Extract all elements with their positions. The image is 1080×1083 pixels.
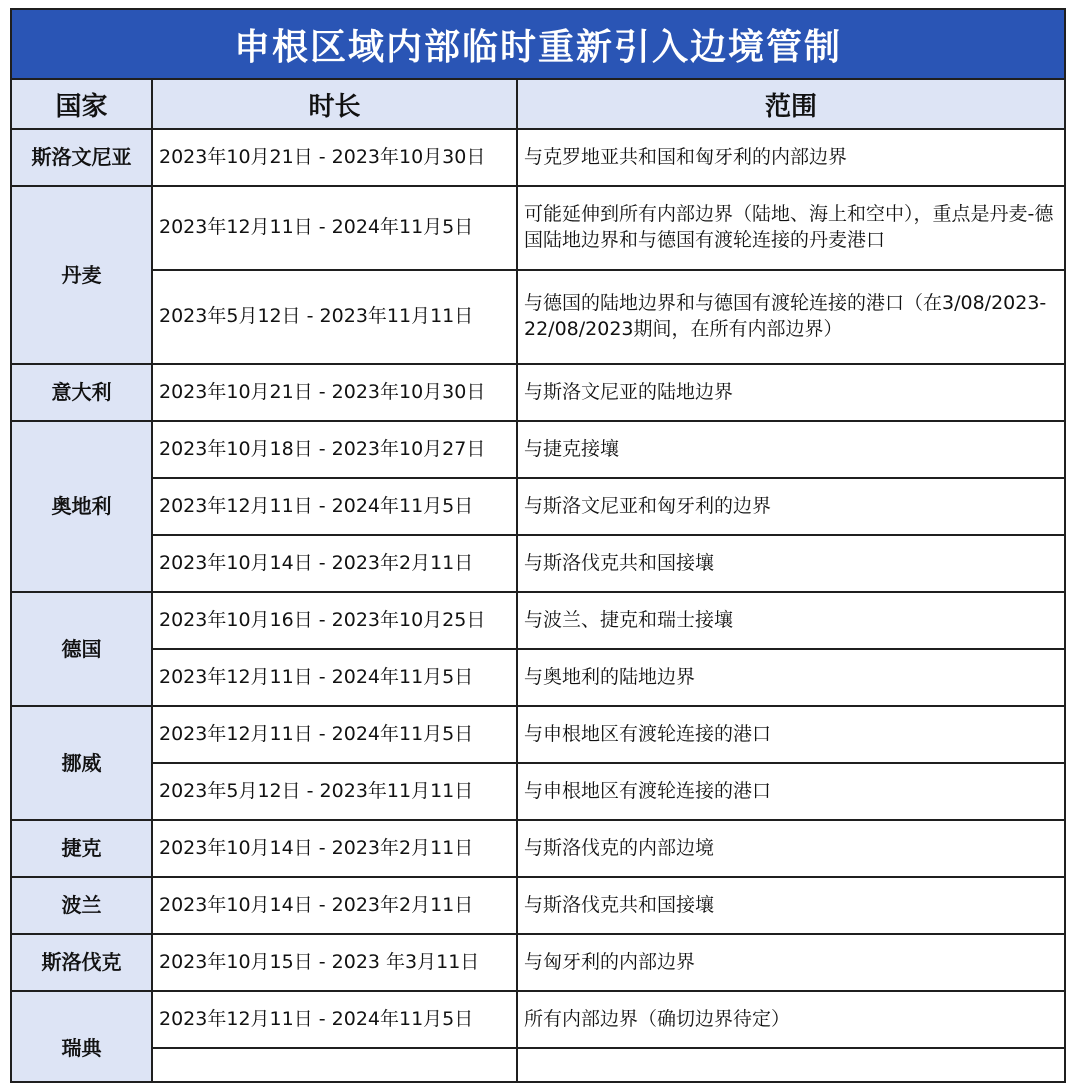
scope-cell: 与斯洛伐克共和国接壤 [517, 535, 1064, 592]
country-cell: 捷克 [12, 820, 152, 877]
table-title: 申根区域内部临时重新引入边境管制 [12, 10, 1064, 80]
duration-cell: 2023年10月21日 - 2023年10月30日 [152, 364, 517, 421]
table-row [12, 478, 1064, 535]
duration-cell: 2023年12月11日 - 2024年11月5日 [152, 186, 517, 270]
duration-cell: 2023年10月18日 - 2023年10月27日 [152, 421, 517, 478]
country-cell: 波兰 [12, 877, 152, 934]
border-control-table-frame [10, 8, 1066, 1083]
table-row [12, 934, 1064, 991]
table-row [12, 991, 1064, 1048]
header-scope: 范围 [517, 80, 1064, 129]
table-row [12, 535, 1064, 592]
table-row [12, 186, 1064, 270]
table-row [12, 129, 1064, 186]
scope-cell: 所有内部边界（确切边界待定） [517, 991, 1064, 1048]
country-cell: 丹麦 [12, 186, 152, 364]
table-row [12, 270, 1064, 364]
scope-cell: 与斯洛伐克的内部边境 [517, 820, 1064, 877]
country-cell: 奥地利 [12, 421, 152, 592]
table-row [12, 649, 1064, 706]
table-row [12, 421, 1064, 478]
duration-cell: 2023年5月12日 - 2023年11月11日 [152, 763, 517, 820]
scope-cell: 与奥地利的陆地边界 [517, 649, 1064, 706]
scope-cell: 与捷克接壤 [517, 421, 1064, 478]
header-country: 国家 [12, 80, 152, 129]
scope-cell: 与匈牙利的内部边界 [517, 934, 1064, 991]
duration-cell: 2023年12月11日 - 2024年11月5日 [152, 706, 517, 763]
duration-cell: 2023年5月12日 - 2023年11月11日 [152, 270, 517, 364]
scope-cell: 与斯洛文尼亚和匈牙利的边界 [517, 478, 1064, 535]
country-cell: 斯洛伐克 [12, 934, 152, 991]
table-row [12, 763, 1064, 820]
duration-cell: 2023年12月11日 - 2024年11月5日 [152, 478, 517, 535]
duration-cell: 2023年12月11日 - 2024年11月5日 [152, 649, 517, 706]
duration-cell: 2023年10月14日 - 2023年2月11日 [152, 820, 517, 877]
scope-cell: 与斯洛伐克共和国接壤 [517, 877, 1064, 934]
duration-cell: 2023年12月11日 - 2024年11月5日 [152, 991, 517, 1048]
table-row [12, 706, 1064, 763]
duration-cell: 2023年10月14日 - 2023年2月11日 [152, 535, 517, 592]
scope-cell: 与德国的陆地边界和与德国有渡轮连接的港口（在3/08/2023-22/08/2023期间，在所有内部边界） [517, 270, 1064, 364]
scope-cell: 与申根地区有渡轮连接的港口 [517, 763, 1064, 820]
scope-cell: 与申根地区有渡轮连接的港口 [517, 706, 1064, 763]
table-body [12, 129, 1064, 1083]
table-row [12, 364, 1064, 421]
duration-cell: 2023年10月15日 - 2023 年3月11日 [152, 934, 517, 991]
duration-cell: 2023年10月21日 - 2023年10月30日 [152, 129, 517, 186]
header-duration: 时长 [152, 80, 517, 129]
country-cell: 意大利 [12, 364, 152, 421]
table-row [12, 820, 1064, 877]
table-row [12, 877, 1064, 934]
scope-cell: 可能延伸到所有内部边界（陆地、海上和空中），重点是丹麦-德国陆地边界和与德国有渡轮连接的丹麦港口 [517, 186, 1064, 270]
duration-cell: 2023年10月16日 - 2023年10月25日 [152, 592, 517, 649]
border-control-table [12, 80, 1064, 1083]
country-cell: 瑞典 [12, 991, 152, 1083]
table-row [12, 592, 1064, 649]
header-row [12, 80, 1064, 129]
country-cell: 挪威 [12, 706, 152, 820]
scope-cell: 与波兰、捷克和瑞士接壤 [517, 592, 1064, 649]
country-cell: 斯洛文尼亚 [12, 129, 152, 186]
duration-cell: 2023年10月14日 - 2023年2月11日 [152, 877, 517, 934]
country-cell: 德国 [12, 592, 152, 706]
scope-cell: 与斯洛文尼亚的陆地边界 [517, 364, 1064, 421]
scope-cell: 与克罗地亚共和国和匈牙利的内部边界 [517, 129, 1064, 186]
